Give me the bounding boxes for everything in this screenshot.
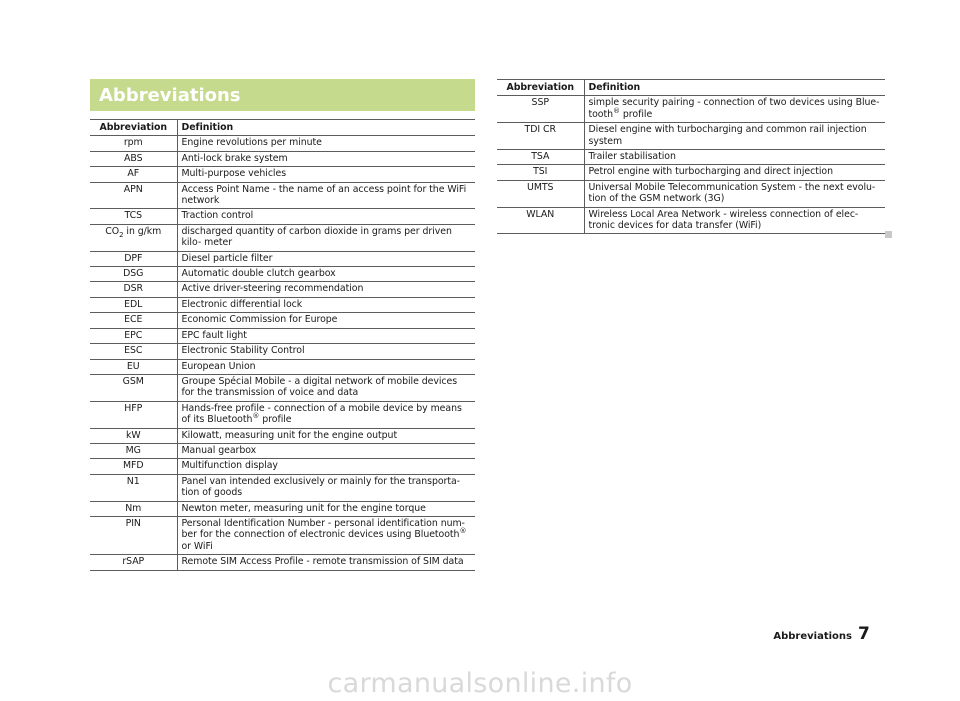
definition-cell: Kilowatt, measuring unit for the engine output bbox=[177, 428, 475, 443]
abbreviation-cell: TCS bbox=[90, 209, 177, 224]
abbreviation-cell: APN bbox=[90, 182, 177, 209]
table-row bbox=[90, 224, 475, 251]
definition-cell: discharged quantity of carbon dioxide in grams per driven kilo- meter bbox=[177, 224, 475, 251]
table-row bbox=[90, 136, 475, 151]
section-heading: Abbreviations bbox=[90, 79, 475, 111]
abbreviation-cell: DSR bbox=[90, 282, 177, 297]
table-row bbox=[90, 401, 475, 428]
abbreviation-cell: rpm bbox=[90, 136, 177, 151]
definition-cell: Anti-lock brake system bbox=[177, 151, 475, 166]
definition-cell: Panel van intended exclusively or mainly for the transporta- tion of goods bbox=[177, 474, 475, 501]
abbreviation-cell: $CO_2$ in g/km bbox=[90, 224, 177, 251]
definition-cell: Diesel particle filter bbox=[177, 251, 475, 266]
table-row bbox=[90, 282, 475, 297]
table-row bbox=[90, 182, 475, 209]
definition-cell: simple security pairing - connection of two devices using Blue- tooth® profile bbox=[584, 96, 885, 123]
abbreviation-cell: EDL bbox=[90, 297, 177, 312]
definition-cell: Electronic Stability Control bbox=[177, 344, 475, 359]
definition-cell: Access Point Name - the name of an access point for the WiFi network bbox=[177, 182, 475, 209]
table-row bbox=[90, 555, 475, 570]
abbreviation-cell: TDI CR bbox=[497, 123, 584, 150]
abbreviation-cell: GSM bbox=[90, 374, 177, 401]
abbreviation-cell: rSAP bbox=[90, 555, 177, 570]
abbreviation-cell: UMTS bbox=[497, 180, 584, 207]
table-row bbox=[90, 374, 475, 401]
table-row bbox=[90, 297, 475, 312]
table-row bbox=[497, 150, 885, 165]
table-row bbox=[90, 209, 475, 224]
definition-cell: Engine revolutions per minute bbox=[177, 136, 475, 151]
definition-cell: Wireless Local Area Network - wireless connection of elec- tronic devices for data transfer (WiFi) bbox=[584, 207, 885, 234]
abbreviation-cell: EPC bbox=[90, 328, 177, 343]
table-row bbox=[90, 251, 475, 266]
table-row bbox=[90, 516, 475, 554]
abbreviation-cell: PIN bbox=[90, 516, 177, 554]
abbreviation-cell: EU bbox=[90, 359, 177, 374]
table-row bbox=[90, 167, 475, 182]
definition-cell: Traction control bbox=[177, 209, 475, 224]
abbreviation-cell: SSP bbox=[497, 96, 584, 123]
abbreviation-cell: ESC bbox=[90, 344, 177, 359]
abbreviation-cell: MFD bbox=[90, 459, 177, 474]
table-row bbox=[497, 207, 885, 234]
definition-cell: Trailer stabilisation bbox=[584, 150, 885, 165]
table-row bbox=[90, 474, 475, 501]
section-end-marker bbox=[885, 231, 892, 238]
column-header-abbreviation: Abbreviation bbox=[90, 120, 177, 136]
abbreviation-cell: Nm bbox=[90, 501, 177, 516]
definition-cell: Newton meter, measuring unit for the engine torque bbox=[177, 501, 475, 516]
table-row bbox=[90, 459, 475, 474]
definition-cell: Remote SIM Access Profile - remote transmission of SIM data bbox=[177, 555, 475, 570]
abbreviation-cell: ECE bbox=[90, 313, 177, 328]
definition-cell: European Union bbox=[177, 359, 475, 374]
abbreviation-cell: TSI bbox=[497, 165, 584, 180]
abbreviation-cell: DPF bbox=[90, 251, 177, 266]
definition-cell: Petrol engine with turbocharging and direct injection bbox=[584, 165, 885, 180]
definition-cell: Manual gearbox bbox=[177, 443, 475, 458]
definition-cell: Electronic differential lock bbox=[177, 297, 475, 312]
abbreviation-cell: kW bbox=[90, 428, 177, 443]
table-row bbox=[497, 123, 885, 150]
definition-cell: Hands-free profile - connection of a mobile device by means of its Bluetooth® profile bbox=[177, 401, 475, 428]
definition-cell: Active driver-steering recommendation bbox=[177, 282, 475, 297]
watermark-text: carmanualsonline.info bbox=[327, 668, 633, 699]
table-row bbox=[497, 180, 885, 207]
table-row bbox=[90, 328, 475, 343]
table-row bbox=[90, 443, 475, 458]
abbreviation-cell: AF bbox=[90, 167, 177, 182]
definition-cell: Personal Identification Number - personal identification num- ber for the connection of electronic devices using Bluetooth® or WiFi bbox=[177, 516, 475, 554]
abbreviation-cell: HFP bbox=[90, 401, 177, 428]
definition-cell: Universal Mobile Telecommunication System - the next evolu- tion of the GSM network (3G) bbox=[584, 180, 885, 207]
table-row bbox=[497, 96, 885, 123]
abbreviation-cell: ABS bbox=[90, 151, 177, 166]
table-row bbox=[90, 428, 475, 443]
column-header-definition: Definition bbox=[177, 120, 475, 136]
table-row bbox=[90, 267, 475, 282]
abbreviation-cell: MG bbox=[90, 443, 177, 458]
abbreviation-cell: WLAN bbox=[497, 207, 584, 234]
footer-section-label: Abbreviations bbox=[773, 631, 852, 642]
table-row bbox=[90, 151, 475, 166]
table-row bbox=[90, 344, 475, 359]
table-header-row bbox=[90, 120, 475, 136]
abbreviations-table-right bbox=[497, 79, 885, 234]
table-row bbox=[90, 313, 475, 328]
abbreviation-cell: N1 bbox=[90, 474, 177, 501]
table-header-row bbox=[497, 80, 885, 96]
table-row bbox=[497, 165, 885, 180]
abbreviation-cell: TSA bbox=[497, 150, 584, 165]
definition-cell: Automatic double clutch gearbox bbox=[177, 267, 475, 282]
page-number: 7 bbox=[858, 624, 870, 644]
definition-cell: Multi-purpose vehicles bbox=[177, 167, 475, 182]
definition-cell: Multifunction display bbox=[177, 459, 475, 474]
table-row bbox=[90, 501, 475, 516]
column-header-definition: Definition bbox=[584, 80, 885, 96]
column-header-abbreviation: Abbreviation bbox=[497, 80, 584, 96]
definition-cell: Diesel engine with turbocharging and common rail injection system bbox=[584, 123, 885, 150]
abbreviation-cell: DSG bbox=[90, 267, 177, 282]
definition-cell: Economic Commission for Europe bbox=[177, 313, 475, 328]
definition-cell: Groupe Spécial Mobile - a digital network of mobile devices for the transmission of voice and data bbox=[177, 374, 475, 401]
abbreviations-table-left bbox=[90, 119, 475, 571]
definition-cell: EPC fault light bbox=[177, 328, 475, 343]
table-row bbox=[90, 359, 475, 374]
